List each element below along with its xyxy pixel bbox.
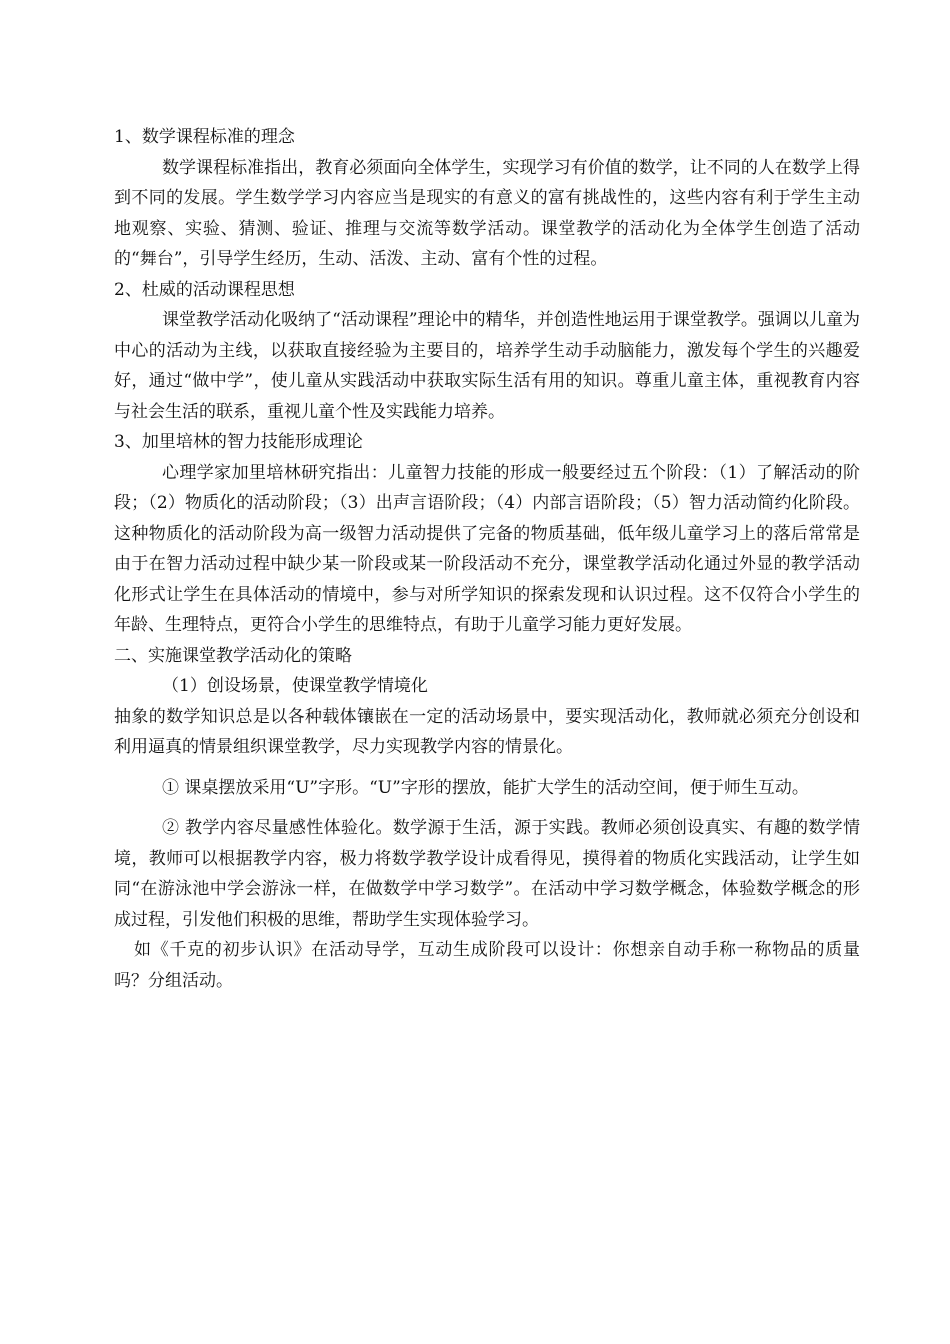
section-heading-1: 1、数学课程标准的理念 [114, 127, 295, 147]
paragraph-perceptual-experience: ② 教学内容尽量感性体验化。数学源于生活，源于实践。教师必须创设真实、有趣的数学情境，教师可以根据教学内容，极力将数学教学设计成看得见，摸得着的物质化实践活动，让学生如同“在游泳池中学会游泳一样，在做数学中学习数学”。在活动中学习数学概念，体验数学概念的形成过程，引发他们积极的思维，帮助学生实现体验学习。 [114, 818, 860, 930]
paragraph-desk-arrangement: ① 课桌摆放采用“U”字形。“U”字形的摆放，能扩大学生的活动空间，便于师生互动。 [162, 777, 809, 798]
paragraph-curriculum-standard: 数学课程标准指出，教育必须面向全体学生，实现学习有价值的数学，让不同的人在数学上得到不同的发展。学生数学学习内容应当是现实的有意义的富有挑战性的，这些内容有利于学生主动地观察、实验、猜测、验证、推理与交流等数学活动。课堂教学的活动化为全体学生创造了活动的“舞台”，引导学生经历，生动、活泼、主动、富有个性的过程。 [114, 157, 860, 269]
subheading-create-scenes: （1）创设场景，使课堂教学情境化 [162, 676, 428, 696]
paragraph-dewey: 课堂教学活动化吸纳了“活动课程”理论中的精华，并创造性地运用于课堂教学。强调以儿童为中心的活动为主线，以获取直接经验为主要目的，培养学生动手动脑能力，激发每个学生的兴趣爱好，通过“做中学”，使儿童从实践活动中获取实际生活有用的知识。尊重儿童主体，重视教育内容与社会生活的联系，重视儿童个性及实践能力培养。 [114, 310, 860, 422]
paragraph-galperin: 心理学家加里培林研究指出：儿童智力技能的形成一般要经过五个阶段：（1）了解活动的阶段；（2）物质化的活动阶段；（3）出声言语阶段；（4）内部言语阶段；（5）智力活动简约化阶段。这种物质化的活动阶段为高一级智力活动提供了完备的物质基础，低年级儿童学习上的落后常常是由于在智力活动过程中缺少某一阶段或某一阶段活动不充分，课堂教学活动化通过外显的教学活动化形式让学生在具体活动的情境中，参与对所学知识的探索发现和认识过程。这不仅符合小学生的年龄、生理特点，更符合小学生的思维特点，有助于儿童学习能力更好发展。 [114, 462, 860, 635]
section-heading-2: 2、杜威的活动课程思想 [114, 279, 295, 300]
paragraph-kilogram-example: 如《千克的初步认识》在活动导学，互动生成阶段可以设计：你想亲自动手称一称物品的质量吗？分组活动。 [114, 940, 860, 991]
document-body [114, 122, 860, 996]
paragraph-abstract-knowledge: 抽象的数学知识总是以各种载体镶嵌在一定的活动场景中，要实现活动化，教师就必须充分创设和利用逼真的情景组织课堂教学，尽力实现教学内容的情景化。 [114, 706, 860, 757]
section-heading-strategies: 二、实施课堂教学活动化的策略 [114, 645, 352, 666]
section-heading-3: 3、加里培林的智力技能形成理论 [114, 432, 363, 452]
